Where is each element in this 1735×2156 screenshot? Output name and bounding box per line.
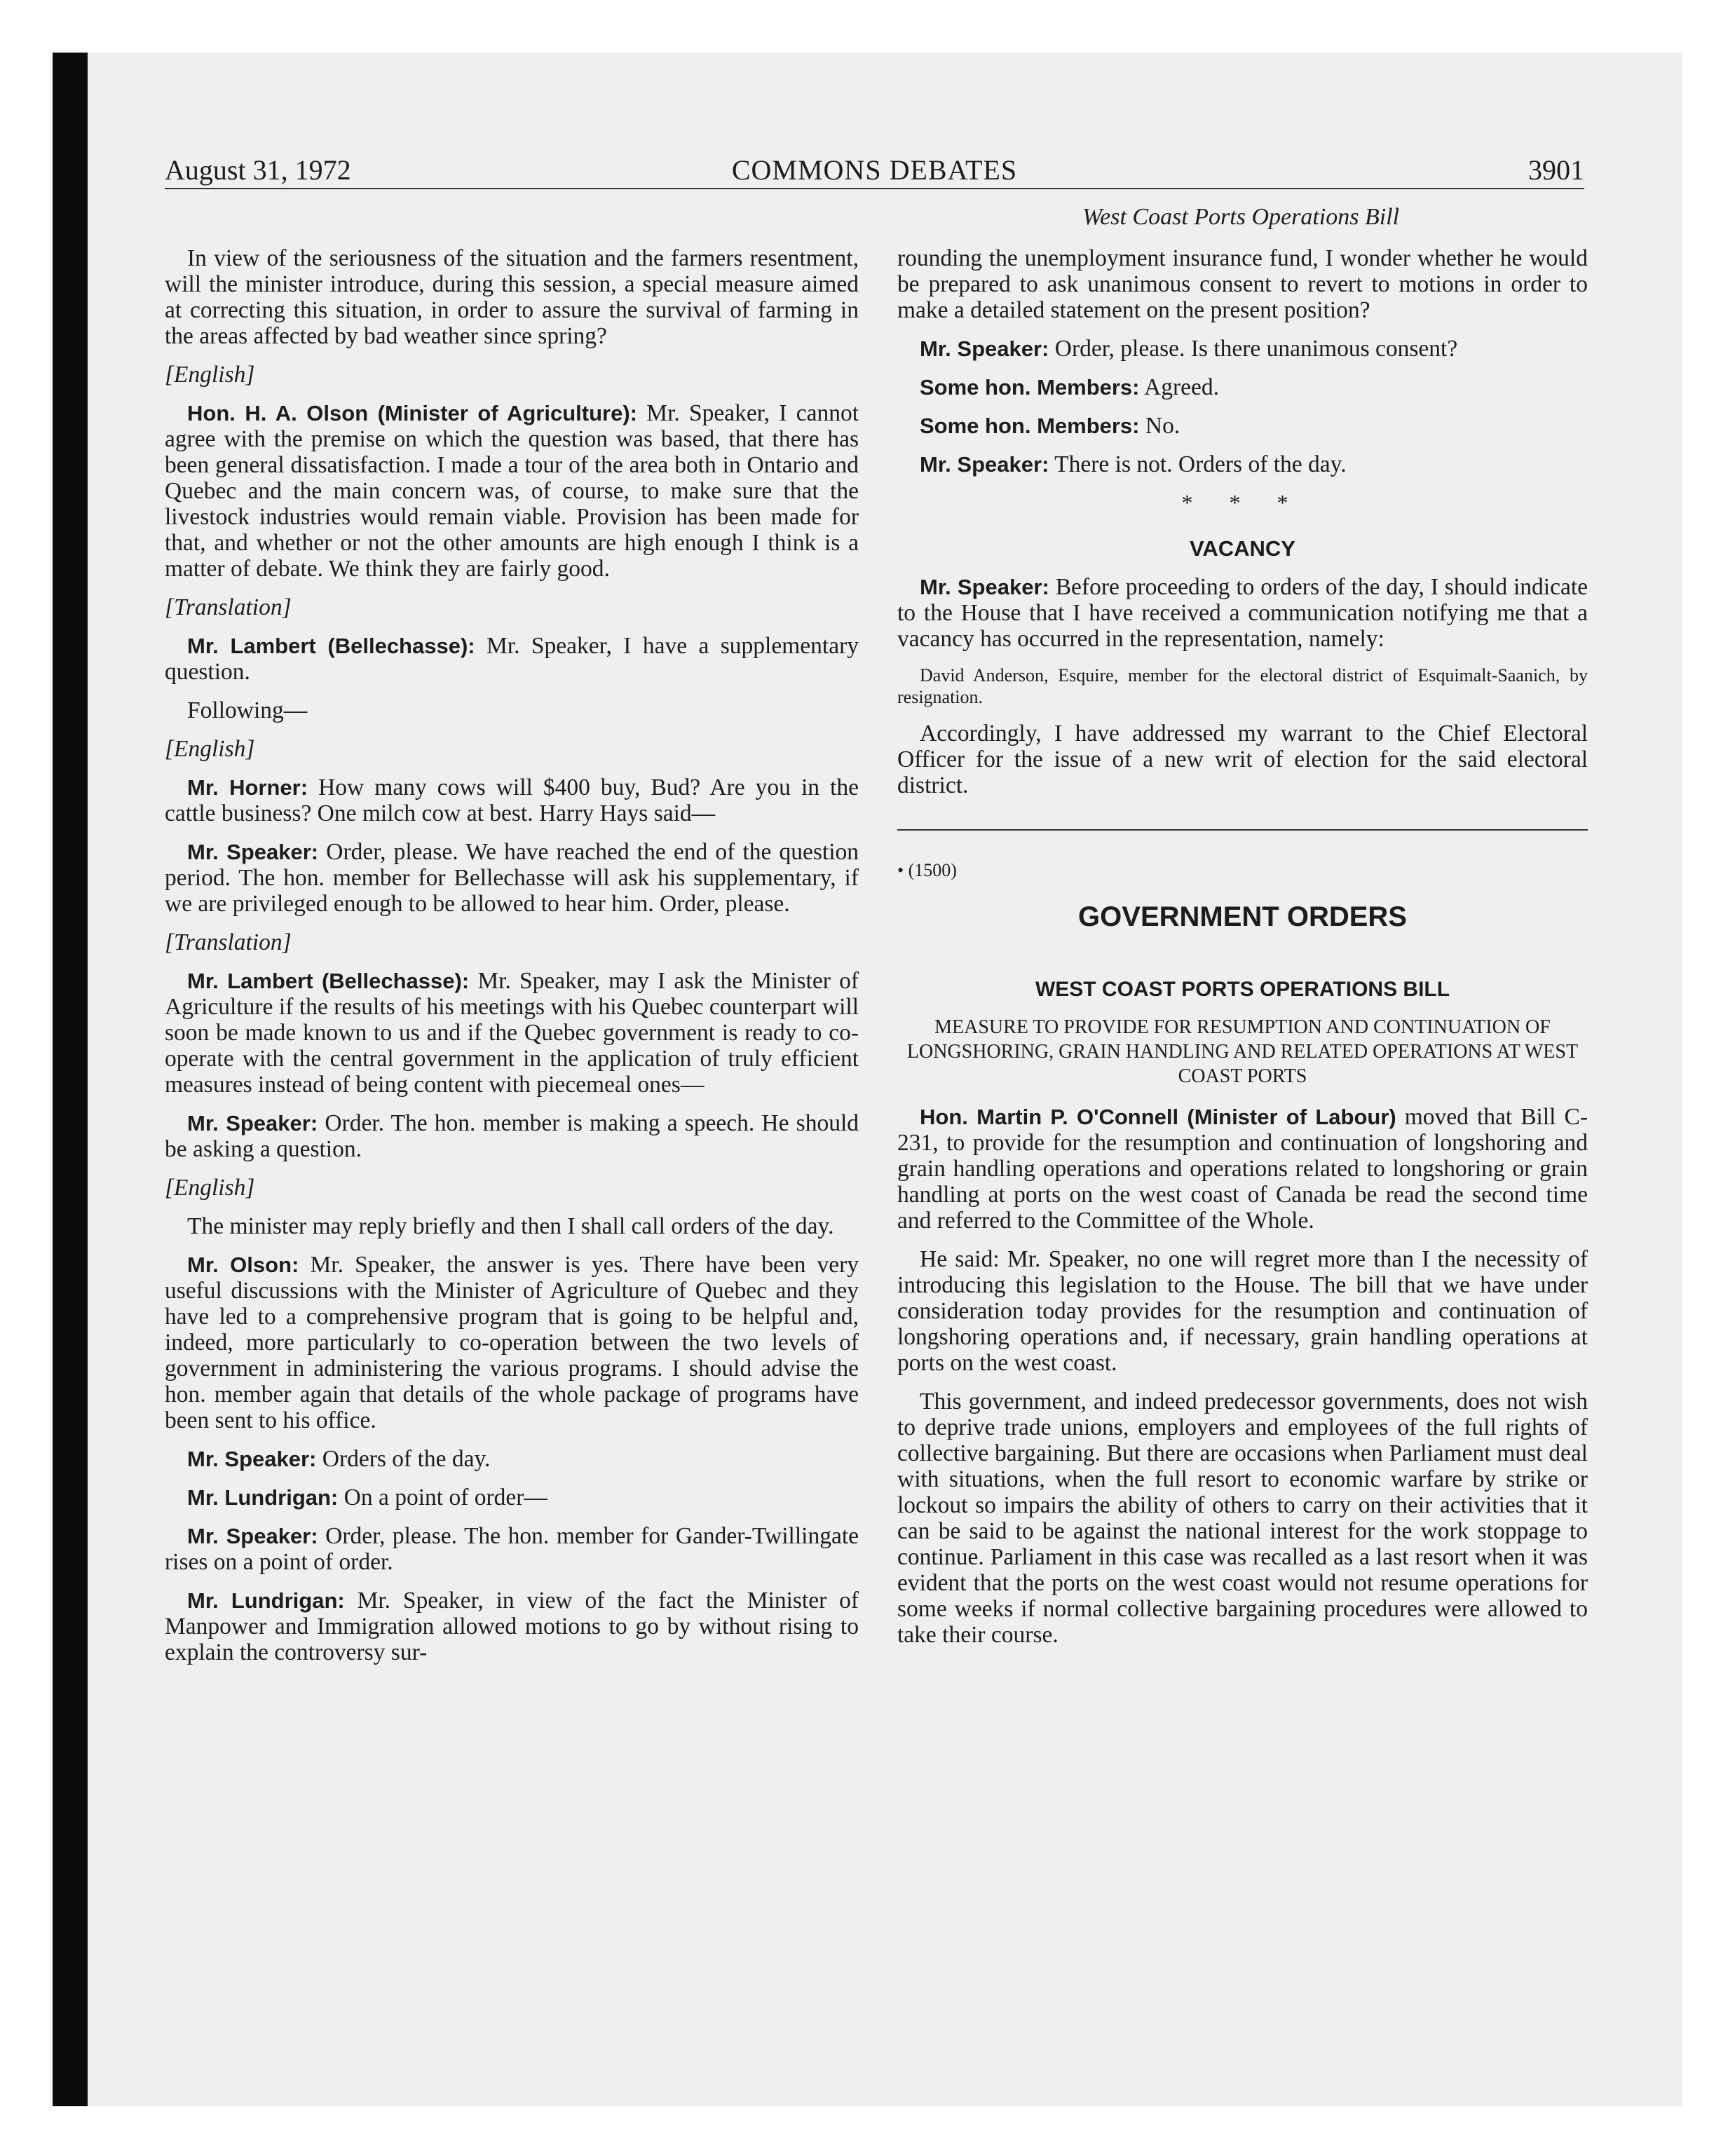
scan-border — [53, 53, 88, 2106]
header-date: August 31, 1972 — [165, 154, 351, 186]
paragraph — [165, 1485, 859, 1510]
paragraph — [165, 968, 859, 1098]
paragraph — [165, 1110, 859, 1162]
paragraph — [897, 413, 1588, 439]
paragraph — [165, 1588, 859, 1665]
paragraph — [165, 839, 859, 917]
speaker-name: Hon. Martin P. O'Connell (Minister of Labour) — [920, 1105, 1396, 1129]
speaker-name: Mr. Speaker: — [920, 336, 1049, 361]
section-heading: GOVERNMENT ORDERS — [1078, 901, 1407, 932]
header-page-number: 3901 — [1528, 154, 1584, 186]
paragraph — [165, 1523, 859, 1575]
vacancy-heading: VACANCY — [1190, 536, 1295, 561]
paragraph: Accordingly, I have addressed my warrant to the Chief Electoral Officer for the issue of a new writ of election for the said electoral district. — [897, 721, 1588, 798]
left-column — [165, 245, 859, 1678]
section-separator: * * * — [1181, 490, 1304, 515]
paragraph: This government, and indeed predecessor governments, does not wish to deprive trade unions, employers and employees of the full rights of collective bargaining. But there are occasions when Parliament must deal with situations, when the full resort to economic warfare by strike or lockout so impairs the ability of others to carry on their activities that it can be said to be against the national interest for the work stoppage to continue. Parliament in this case was recalled as a last resort when it was evident that the ports on the west coast would not resume operations for some weeks if normal collective bargaining procedures were allowed to take their course. — [897, 1389, 1588, 1648]
speech-text: Before proceeding to orders of the day, I should indicate to the House that I have received a communication notifying me that a vacancy has occurred in the representation, namely: — [897, 574, 1588, 652]
language-marker: [Translation] — [165, 594, 292, 620]
speech-text: On a point of order— — [343, 1485, 547, 1510]
paragraph: rounding the unemployment insurance fund, I wonder whether he would be prepared to ask unanimous consent to revert to motions in order to make a detailed statement on the present position? — [897, 245, 1588, 323]
speaker-name: Mr. Speaker: — [187, 1111, 318, 1135]
bill-heading: WEST COAST PORTS OPERATIONS BILL — [1035, 978, 1450, 1001]
speech-text: Order, please. The hon. member for Gander-Twillingate rises on a point of order. — [165, 1523, 859, 1575]
speaker-name: Mr. Speaker: — [187, 1524, 318, 1548]
speech-text: Mr. Speaker, the answer is yes. There have been very useful discussions with the Minister of Agriculture of Quebec and they have led to a comprehensive program that is going to be helpful and, indeed, more particularly to co-operation between the two levels of government in administering the various programs. I should advise the hon. member again that details of the whole package of programs have been sent to his office. — [165, 1252, 859, 1433]
paragraph — [897, 336, 1588, 362]
speaker-name: Mr. Lundrigan: — [187, 1588, 345, 1613]
speaker-name: Mr. Lambert (Bellechasse): — [187, 634, 475, 658]
paragraph — [897, 374, 1588, 400]
speaker-name: Hon. H. A. Olson (Minister of Agriculture): — [187, 401, 637, 425]
paragraph — [165, 1252, 859, 1433]
speaker-name: Mr. Speaker: — [920, 452, 1049, 477]
paragraph — [897, 451, 1588, 477]
paragraph — [897, 574, 1588, 652]
paragraph: Following— — [187, 697, 308, 723]
speaker-name: Mr. Speaker: — [187, 1447, 317, 1471]
speech-text: moved that Bill C-231, to provide for the resumption and continuation of longshoring and grain handling operations and operations related to longshoring or grain handling at ports on the west coast of Canada be read the second time and referred to the Committee of the Whole. — [897, 1104, 1588, 1234]
speech-text: Mr. Speaker, I cannot agree with the premise on which the question was based, that there has been general dissatisfaction. I made a tour of the area both in Ontario and Quebec and the main concern was, of course, to make sure that the livestock industries would remain viable. Provision has been made for that, and whether or not the other amounts are high enough I think is a matter of debate. We think they are fairly good. — [165, 400, 859, 582]
paragraph: In view of the seriousness of the situation and the farmers resentment, will the minister introduce, during this session, a special measure aimed at correcting this situation, in order to assure the survival of farming in the areas affected by bad weather since spring? — [165, 245, 859, 349]
paragraph — [897, 1104, 1588, 1234]
bill-subheading: MEASURE TO PROVIDE FOR RESUMPTION AND CONTINUATION OF LONGSHORING, GRAIN HANDLING AND RELATED OPERATIONS AT WEST COAST PORTS — [906, 1016, 1579, 1087]
right-column — [897, 245, 1588, 1660]
speaker-name: Mr. Lambert (Bellechasse): — [187, 969, 470, 993]
paragraph — [165, 633, 859, 685]
language-marker: [English] — [165, 362, 255, 388]
speech-text: Mr. Speaker, may I ask the Minister of Agriculture if the results of his meetings with his Quebec counterpart will soon be made known to us and if the Quebec government is ready to co-operate with the central government in the application of truly efficient measures instead of being content with piecemeal ones— — [165, 968, 859, 1098]
speech-text: Mr. Speaker, in view of the fact the Minister of Manpower and Immigration allowed motions to go by without rising to explain the controversy sur- — [165, 1588, 859, 1665]
paragraph — [165, 775, 859, 826]
speech-text: No. — [1145, 413, 1181, 439]
paragraph: He said: Mr. Speaker, no one will regret more than I the necessity of introducing this legislation to the House. The bill that we have under consideration today provides for the resumption and continuation of longshoring operations and, if necessary, grain handling operations at ports on the west coast. — [897, 1246, 1588, 1376]
speech-text: Mr. Speaker, I have a supplementary question. — [165, 633, 859, 685]
paragraph — [165, 1446, 859, 1472]
speech-text: Orders of the day. — [322, 1446, 491, 1472]
speech-text: Agreed. — [1144, 374, 1219, 400]
speaker-name: Mr. Lundrigan: — [187, 1485, 339, 1510]
timestamp: • (1500) — [897, 860, 957, 880]
speech-text: How many cows will $400 buy, Bud? Are you in the cattle business? One milch cow at best. Harry Hays said— — [165, 775, 859, 826]
speaker-name: Mr. Speaker: — [187, 840, 319, 864]
language-marker: [English] — [165, 736, 255, 762]
paragraph: The minister may reply briefly and then I shall call orders of the day. — [187, 1213, 834, 1239]
running-head: West Coast Ports Operations Bill — [1082, 204, 1400, 230]
paragraph — [165, 400, 859, 582]
speaker-name: Mr. Speaker: — [920, 575, 1049, 599]
speech-text: There is not. Orders of the day. — [1054, 451, 1347, 477]
page-header — [165, 153, 1584, 189]
language-marker: [Translation] — [165, 929, 292, 955]
speaker-name: Mr. Horner: — [187, 775, 308, 800]
speech-text: Order, please. We have reached the end of the question period. The hon. member for Bellechasse will ask his supplementary, if we are privileged enough to be allowed to hear him. Order, please. — [165, 839, 859, 917]
speaker-name: Some hon. Members: — [920, 375, 1140, 400]
language-marker: [English] — [165, 1175, 255, 1201]
speech-text: Order. The hon. member is making a speech. He should be asking a question. — [165, 1110, 859, 1162]
divider — [897, 829, 1588, 831]
vacancy-notice: David Anderson, Esquire, member for the electoral district of Esquimalt-Saanich, by resignation. — [897, 665, 1588, 707]
speaker-name: Mr. Olson: — [187, 1253, 299, 1277]
header-publication: COMMONS DEBATES — [731, 154, 1018, 186]
speaker-name: Some hon. Members: — [920, 414, 1140, 438]
speech-text: Order, please. Is there unanimous consent? — [1054, 336, 1458, 362]
